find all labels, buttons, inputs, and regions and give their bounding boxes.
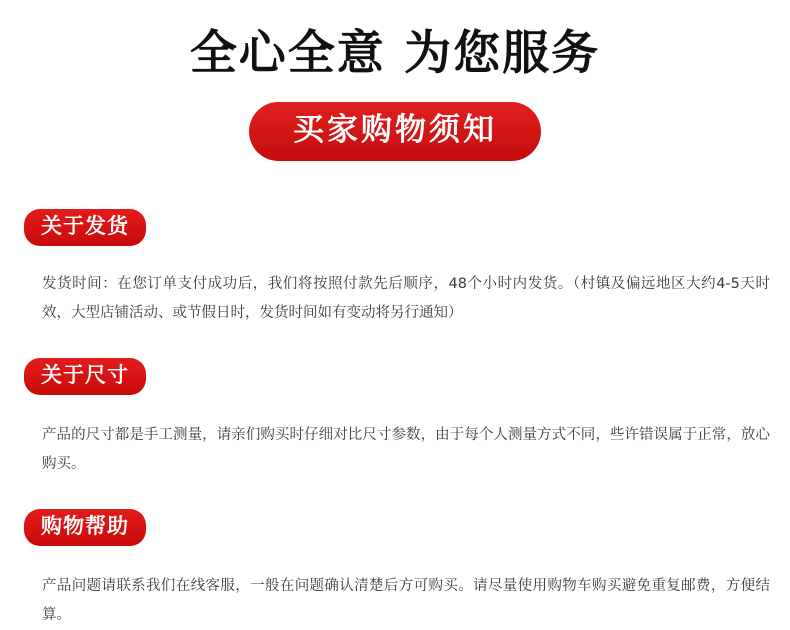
banner-row bbox=[0, 102, 790, 161]
section-tag-shipping: 关于发货 bbox=[24, 209, 146, 246]
section-tag-help: 购物帮助 bbox=[24, 509, 146, 546]
section-size bbox=[0, 358, 790, 479]
section-tag-size: 关于尺寸 bbox=[24, 358, 146, 395]
section-help bbox=[0, 509, 790, 630]
section-text-size: 产品的尺寸都是手工测量，请亲们购买时仔细对比尺寸参数，由于每个人测量方式不同，些许错误属于正常，放心购买。 bbox=[42, 427, 770, 473]
page-title: 全心全意 为您服务 bbox=[189, 26, 601, 81]
section-text-shipping: 发货时间：在您订单支付成功后，我们将按照付款先后顺序，48个小时内发货。（村镇及偏远地区大约4-5天时效，大型店铺活动、或节假日时，发货时间如有变动将另行通知） bbox=[42, 276, 770, 322]
section-shipping bbox=[0, 209, 790, 328]
section-text-help: 产品问题请联系我们在线客服，一般在问题确认清楚后方可购买。请尽量使用购物车购买避免重复邮费，方便结算。 bbox=[42, 578, 770, 624]
buyer-notice-banner: 买家购物须知 bbox=[249, 102, 541, 161]
